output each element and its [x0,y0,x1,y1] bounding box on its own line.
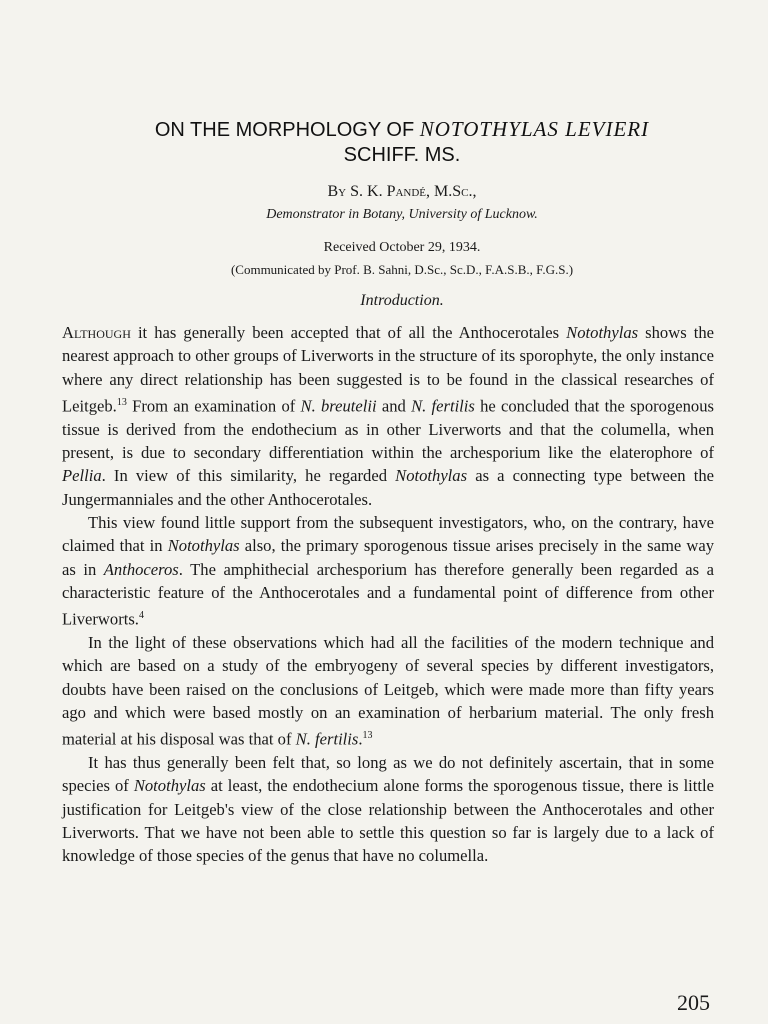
title-line2: SCHIFF. MS. [343,144,461,166]
reference-mark: 13 [116,396,127,408]
reference-mark: 13 [362,730,373,742]
page-number: 205 [677,990,710,1015]
italic-term: Notothylas [167,536,240,556]
byline [62,183,742,201]
title-genus: NOTOTHYLAS LEVIERI [419,117,650,141]
body-paragraph [62,511,714,631]
italic-term: Notothylas [133,776,206,796]
section-heading: Introduction. [360,292,444,309]
author-name: By S. K. Pandé, [327,183,435,200]
text-run: . The amphithecial archesporium has therefore generally been regarded as a characteristic feature of the Anthocerotales and a fundamental point of difference from other Liverworts. [62,559,714,629]
author-affiliation: Demonstrator in Botany, University of Lucknow. [266,207,538,222]
text-run: at least, the endothecium alone forms the sporogenous tissue, there is little justification for Leitgeb's view of the close relationship between the Anthocerotales and other Liverworts. That we have not been able to settle this question so far is largely due to a lack of knowledge of those species of the genus that have no columella. [62,776,714,866]
text-run: . In view of this similarity, he regarded [101,466,396,486]
text-run: as a connecting type between the Jungermanniales and the other Anthocerotales. [62,466,714,509]
received-date: Received October 29, 1934. [323,240,481,255]
italic-term: Notothylas [566,323,639,342]
italic-term: Anthoceros [103,559,179,579]
article-title [62,117,742,168]
body-text [62,321,714,867]
italic-term: N. fertilis [411,396,475,416]
italic-term: Notothylas [395,466,468,486]
text-run: also, the primary sporogenous tissue arises precisely in the same way as in [62,536,714,579]
text-run: it has generally been accepted that of all the Anthocerotales [130,323,567,342]
italic-term: N. fertilis [295,729,359,749]
text-run: . [358,729,363,749]
body-paragraph [62,631,714,751]
text-run: From an examination of [126,396,301,416]
text-run: he concluded that the sporogenous tissue is derived from the endothecium as in other Liverworts and that the columella, when present, is due to secondary differentiation within the archesporium like the elaterophore of [62,396,714,463]
title-prefix: ON THE MORPHOLOGY OF [154,119,420,141]
text-run: This view found little support from the subsequent investigators, who, on the contrary, have claimed that in [62,512,714,556]
communicated-by: (Communicated by Prof. B. Sahni, D.Sc., Sc.D., F.A.S.B., F.G.S.) [230,262,574,277]
text-run: Although [62,323,131,342]
body-paragraph [62,751,714,867]
text-run: shows the nearest approach to other groups of Liverworts in the structure of its sporophyte, the only instance where any direct relationship has been suggested is to be found in the classical researches of Leitgeb. [62,323,714,416]
reference-mark: 4 [138,610,144,622]
italic-term: N. breutelii [300,396,377,416]
text-run: It has thus generally been felt that, so long as we do not definitely ascertain, that in some species of [62,752,714,796]
author-degree: M.Sc., [434,183,477,200]
text-run: and [376,396,412,416]
body-paragraph [62,321,714,511]
italic-term: Pellia [62,466,102,486]
text-run: In the light of these observations which had all the facilities of the modern technique and which are based on a study of the embryogeny of several species by different investigators, doubts have been raised on the conclusions of Leitgeb, which were made more than fifty years ago and which were based mostly on an examination of herbarium material. The only fresh material at his disposal was that of [62,632,714,749]
